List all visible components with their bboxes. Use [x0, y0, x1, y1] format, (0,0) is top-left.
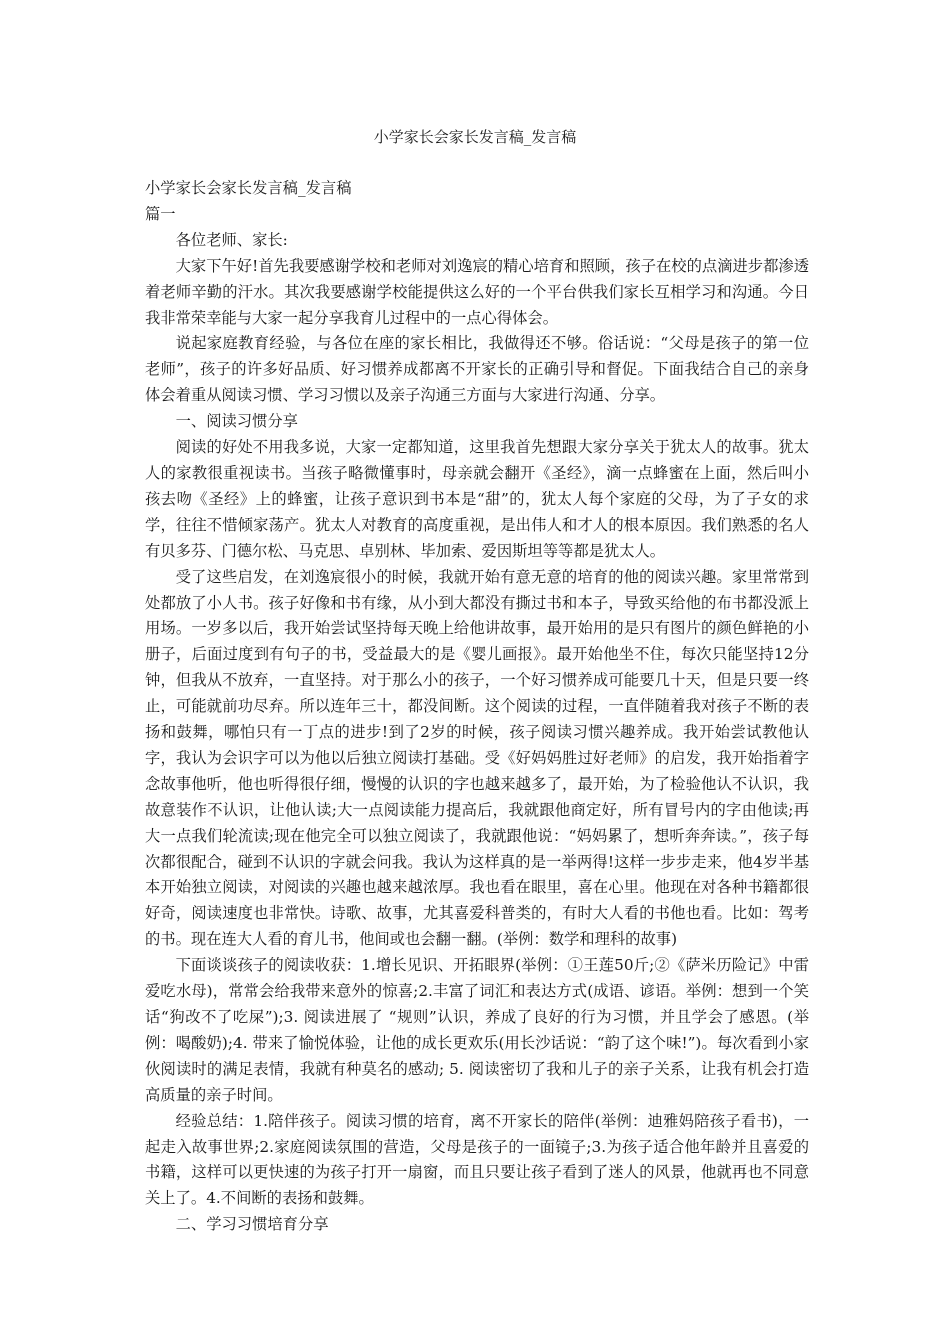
paragraph-intro: 说起家庭教育经验，与各位在座的家长相比，我做得还不够。俗话说：“父母是孩子的第一位老师”，孩子的许多好品质、好习惯养成都离不开家长的正确引导和督促。下面我结合自己的亲身体会着重从阅读习惯、学习习惯以及亲子沟通三方面与大家进行沟通、分享。 — [145, 334, 809, 405]
salutation: 各位老师、家长: — [175, 230, 288, 249]
paragraph-reading-process: 受了这些启发，在刘逸宸很小的时候，我就开始有意无意的培育的他的阅读兴趣。家里常常到处都放了小人书。孩子好像和书有缘，从小到大都没有撕过书和本子，导致买给他的布书都没派上用场。一岁多以后，我开始尝试坚持每天晚上给他讲故事，最开始用的是只有图片的颜色鲜艳的小册子，后面过度到有句子的书，受益最大的是《婴儿画报》。最开始他坐不住，每次只能坚持12分钟，但我从不放弃，一直坚持。对于那么小的孩子，一个好习惯养成可能要几十天，但是只要一终止，可能就前功尽弃。所以连年三十，都没间断。这个阅读的过程，一直伴随着我对孩子不断的表扬和鼓舞，哪怕只有一丁点的进步!到了2岁的时候，孩子阅读习惯兴趣养成。我开始尝试教他认字，我认为会识字可以为他以后独立阅读打基础。受《好妈妈胜过好老师》的启发，我开始指着字念故事他听，他也听得很仔细，慢慢的认识的字也越来越多了，最开始，为了检验他认不认识，我故意装作不认识，让他认读;大一点阅读能力提高后，我就跟他商定好，所有冒号内的字由他读;再大一点我们轮流读;现在他完全可以独立阅读了，我就跟他说：“妈妈累了，想听奔奔读。”，孩子每次都很配合，碰到不认识的字就会问我。我认为这样真的是一举两得!这样一步步走来，他4岁半基本开始独立阅读，对阅读的兴趣也越来越浓厚。我也看在眼里，喜在心里。他现在对各种书籍都很好奇，阅读速度也非常快。诗歌、故事，尤其喜爱科普类的，有时大人看的书他也看。比如：驾考的书。现在连大人看的育儿书，他间或也会翻一翻。(举例：数学和理科的故事) — [145, 567, 809, 949]
document-title: 小学家长会家长发言稿_发言稿 — [373, 128, 577, 146]
section-label: 篇一 — [145, 204, 176, 223]
paragraph-jewish-story: 阅读的好处不用我多说，大家一定都知道，这里我首先想跟大家分享关于犹太人的故事。犹太人的家教很重视读书。当孩子略微懂事时，母亲就会翻开《圣经》，滴一点蜂蜜在上面，然后叫小孩去吻《圣经》上的蜂蜜，让孩子意识到书本是“甜”的，犹太人每个家庭的父母，为了子女的求学，往往不惜倾家荡产。犹太人对教育的高度重视，是出伟人和才人的根本原因。我们熟悉的名人有贝多芬、门德尔松、马克思、卓别林、毕加索、爱因斯坦等等都是犹太人。 — [145, 438, 809, 560]
section-heading-study: 二、学习习惯培育分享 — [175, 1215, 329, 1234]
document-body — [145, 176, 809, 1238]
paragraph-reading-gains: 下面谈谈孩子的阅读收获：1.增长见识、开拓眼界(举例：①王莲50斤;②《萨米历险记》中雷爱吃水母)，常常会给我带来意外的惊喜;2.丰富了词汇和表达方式(成语、谚语。举例：想到一个笑话“狗改不了吃屎”);3. 阅读进展了 “规则”认识，养成了良好的行为习惯，并且学会了感恩。(举例：喝酸奶);4. 带来了愉悦体验，让他的成长更欢乐(用长沙话说：“韵了这个味!”)。每次看到小家伙阅读时的满足表情，我就有种莫名的感动; 5. 阅读密切了我和儿子的亲子关系，让我有机会打造高质量的亲子时间。 — [145, 956, 809, 1104]
document-subtitle: 小学家长会家长发言稿_发言稿 — [145, 179, 352, 197]
paragraph-greeting: 大家下午好!首先我要感谢学校和老师对刘逸宸的精心培育和照顾，孩子在校的点滴进步都渗透着老师辛勤的汗水。其次我要感谢学校能提供这么好的一个平台供我们家长互相学习和沟通。今日我非常荣幸能与大家一起分享我育儿过程中的一点心得体会。 — [145, 256, 809, 327]
paragraph-experience-summary: 经验总结：1.陪伴孩子。阅读习惯的培育，离不开家长的陪伴(举例：迪雅妈陪孩子看书)，一起走入故事世界;2.家庭阅读氛围的营造，父母是孩子的一面镜子;3.为孩子适合他年龄并且喜爱的书籍，这样可以更快速的为孩子打开一扇窗，而且只要让孩子看到了迷人的风景，他就再也不同意关上了。4.不间断的表扬和鼓舞。 — [145, 1111, 809, 1208]
section-heading-reading: 一、阅读习惯分享 — [175, 412, 298, 431]
